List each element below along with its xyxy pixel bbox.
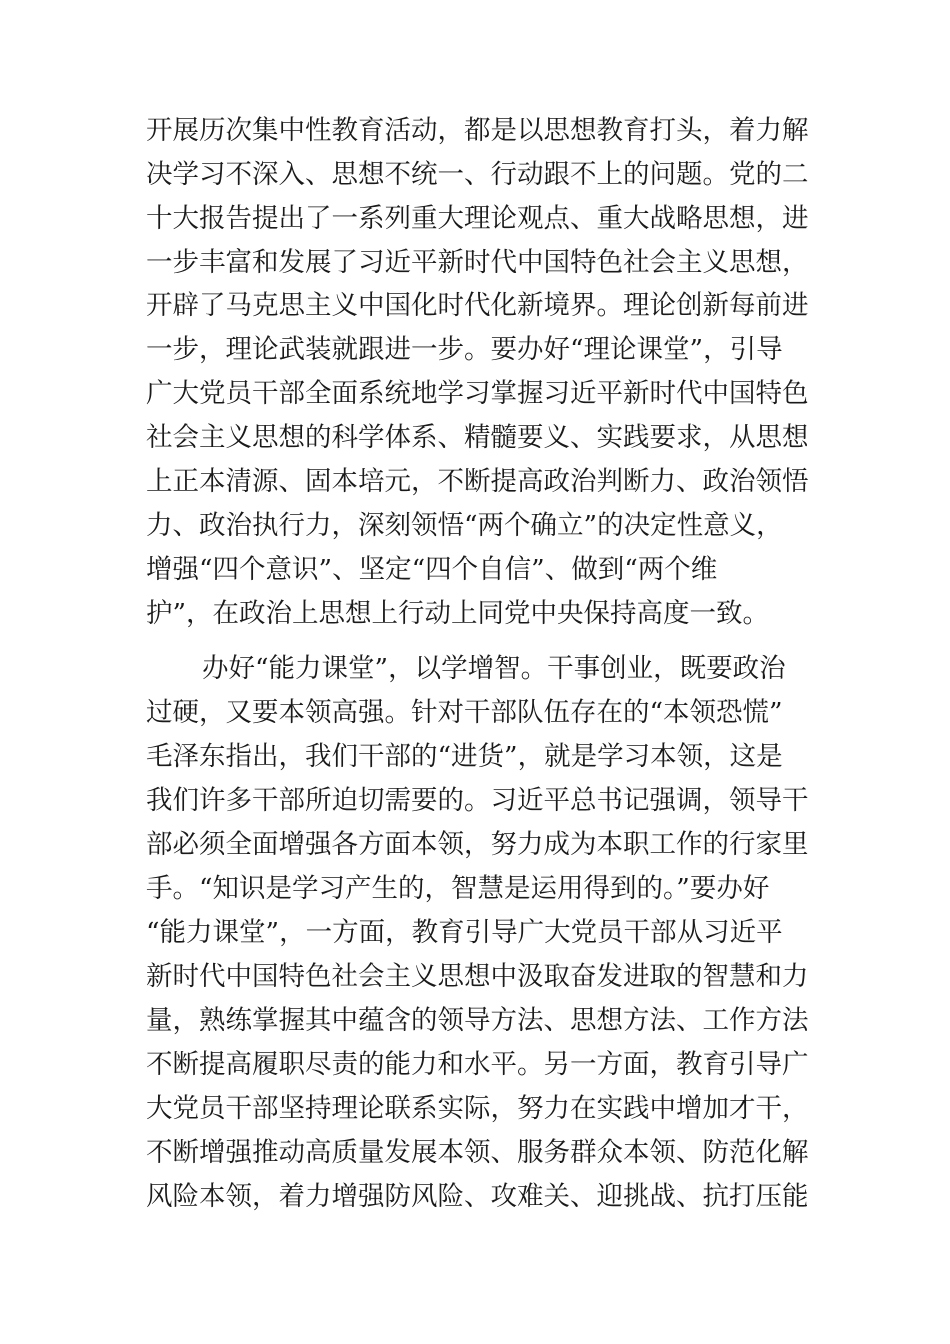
text-line: 力、政治执行力，深刻领悟“两个确立”的决定性意义，	[146, 510, 783, 541]
text-line: 十大报告提出了一系列重大理论观点、重大战略思想，进	[146, 203, 809, 234]
text-line: 开辟了马克思主义中国化时代化新境界。理论创新每前进	[146, 290, 809, 321]
text-line: 新时代中国特色社会主义思想中汲取奋发进取的智慧和力	[146, 961, 809, 992]
text-line: 广大党员干部全面系统地学习掌握习近平新时代中国特色	[146, 378, 809, 409]
text-line: 社会主义思想的科学体系、精髓要义、实践要求，从思想	[146, 422, 809, 453]
text-line: 一步，理论武装就跟进一步。要办好“理论课堂”，引导	[146, 334, 783, 365]
text-line: 手。“知识是学习产生的，智慧是运用得到的。”要办好	[146, 873, 770, 904]
text-line: 上正本清源、固本培元，不断提高政治判断力、政治领悟	[146, 466, 809, 497]
text-line: 开展历次集中性教育活动，都是以思想教育打头，着力解	[146, 115, 809, 146]
text-line: 决学习不深入、思想不统一、行动跟不上的问题。党的二	[146, 159, 809, 190]
text-line: 一步丰富和发展了习近平新时代中国特色社会主义思想，	[146, 247, 809, 278]
text-line: 风险本领，着力增强防风险、攻难关、迎挑战、抗打压能	[146, 1181, 809, 1212]
text-line: 毛泽东指出，我们干部的“进货”，就是学习本领，这是	[146, 741, 783, 772]
text-line: “能力课堂”，一方面，教育引导广大党员干部从习近平	[146, 917, 783, 948]
text-line: 大党员干部坚持理论联系实际，努力在实践中增加才干，	[146, 1093, 809, 1124]
text-line: 不断增强推动高质量发展本领、服务群众本领、防范化解	[146, 1137, 809, 1168]
text-line: 部必须全面增强各方面本领，努力成为本职工作的行家里	[146, 829, 809, 860]
text-line: 办好“能力课堂”，以学增智。干事创业，既要政治	[202, 653, 786, 684]
text-line: 增强“四个意识”、坚定“四个自信”、做到“两个维	[146, 554, 718, 585]
text-line: 量，熟练掌握其中蕴含的领导方法、思想方法、工作方法	[146, 1005, 809, 1036]
text-line: 我们许多干部所迫切需要的。习近平总书记强调，领导干	[146, 785, 809, 816]
text-line: 不断提高履职尽责的能力和水平。另一方面，教育引导广	[146, 1049, 809, 1080]
text-line: 过硬，又要本领高强。针对干部队伍存在的“本领恐慌”	[146, 697, 783, 728]
text-line: 护”，在政治上思想上行动上同党中央保持高度一致。	[146, 598, 770, 629]
